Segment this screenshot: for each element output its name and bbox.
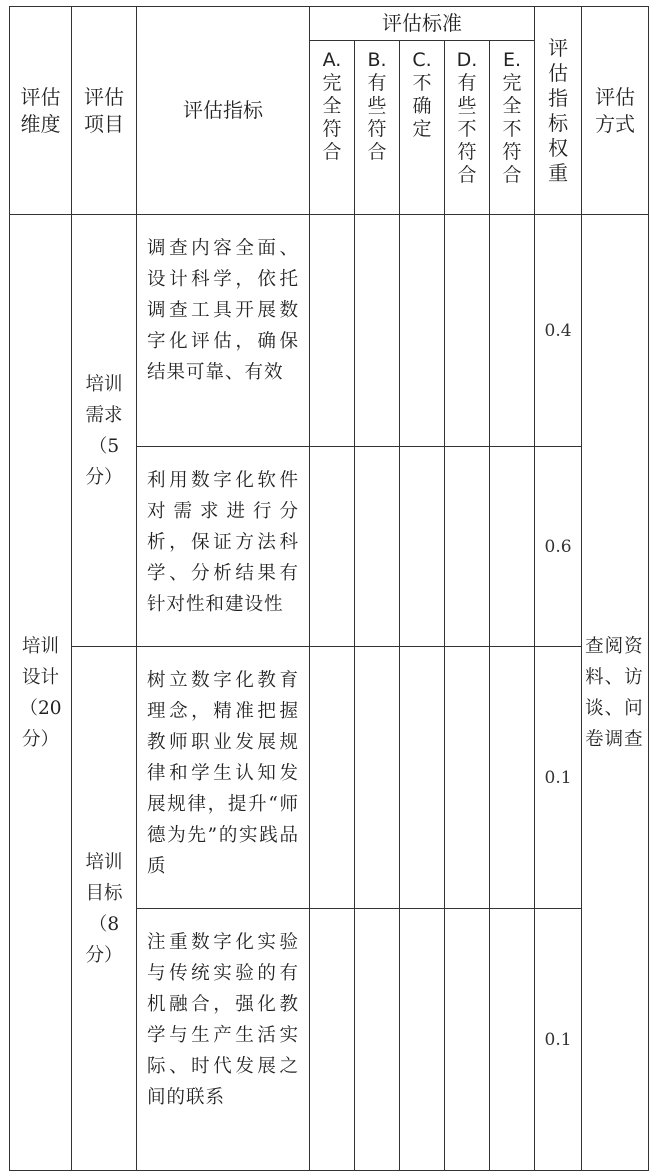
weight-cell: 0.4 [535, 215, 582, 447]
option-char: 符 [322, 118, 342, 140]
option-e [490, 41, 535, 215]
score-cell-c[interactable] [400, 647, 445, 909]
option-char: 确 [412, 95, 432, 117]
score-cell-c[interactable] [400, 909, 445, 1171]
method-cell: 查阅资料、访谈、问卷调查 [582, 215, 649, 1171]
option-char: 完 [502, 72, 522, 94]
score-cell-e[interactable] [490, 447, 535, 647]
evaluation-table [9, 6, 649, 1171]
option-d [445, 41, 490, 215]
score-cell-b[interactable] [355, 647, 400, 909]
indicator-cell: 利用数字化软件对需求进行分析，保证方法科学、分析结果有针对性和建设性 [137, 447, 310, 647]
option-char: 合 [457, 164, 477, 186]
weight-header-char: 标 [548, 110, 569, 135]
item-cell-training-goals: 培训目标（8分） [72, 647, 137, 1171]
weight-header-char: 评 [548, 35, 569, 60]
score-cell-d[interactable] [445, 447, 490, 647]
weight-cell: 0.6 [535, 447, 582, 647]
item-cell-training-needs: 培训需求（5分） [72, 215, 137, 647]
score-cell-a[interactable] [310, 215, 355, 447]
score-cell-c[interactable] [400, 447, 445, 647]
score-cell-b[interactable] [355, 909, 400, 1171]
header-method: 评估方式 [582, 7, 649, 215]
option-letter: C. [412, 49, 432, 71]
score-cell-d[interactable] [445, 909, 490, 1171]
option-char: 有 [457, 72, 477, 94]
option-char: 有 [367, 72, 387, 94]
option-char: 合 [322, 141, 342, 163]
option-char: 符 [502, 141, 522, 163]
table-row [10, 215, 649, 447]
weight-header-char: 指 [548, 85, 569, 110]
weight-header-char: 估 [548, 60, 569, 85]
table-row [10, 647, 649, 909]
option-char: 完 [322, 72, 342, 94]
option-char: 符 [457, 141, 477, 163]
option-char: 些 [457, 95, 477, 117]
option-a [310, 41, 355, 215]
dimension-cell: 培训设计（20分） [10, 215, 72, 1171]
weight-header-char: 权 [548, 135, 569, 160]
score-cell-d[interactable] [445, 215, 490, 447]
header-criteria: 评估标准 [310, 7, 535, 41]
option-char: 不 [502, 118, 522, 140]
weight-cell: 0.1 [535, 909, 582, 1171]
header-weight [535, 7, 582, 215]
score-cell-a[interactable] [310, 647, 355, 909]
indicator-cell: 调查内容全面、设计科学，依托调查工具开展数字化评估，确保结果可靠、有效 [137, 215, 310, 447]
score-cell-b[interactable] [355, 447, 400, 647]
option-letter: E. [503, 49, 522, 71]
score-cell-e[interactable] [490, 215, 535, 447]
score-cell-a[interactable] [310, 447, 355, 647]
score-cell-d[interactable] [445, 647, 490, 909]
indicator-cell: 树立数字化教育理念，精准把握教师职业发展规律和学生认知发展规律，提升“师德为先”的实践品质 [137, 647, 310, 909]
option-char: 不 [457, 118, 477, 140]
weight-header-char: 重 [548, 160, 569, 185]
option-char: 些 [367, 95, 387, 117]
score-cell-c[interactable] [400, 215, 445, 447]
option-char: 不 [412, 72, 432, 94]
option-char: 合 [502, 164, 522, 186]
score-cell-b[interactable] [355, 215, 400, 447]
score-cell-a[interactable] [310, 909, 355, 1171]
option-char: 合 [367, 141, 387, 163]
option-char: 全 [502, 95, 522, 117]
option-letter: B. [367, 49, 387, 71]
indicator-cell: 注重数字化实验与传统实验的有机融合，强化教学与生产生活实际、时代发展之间的联系 [137, 909, 310, 1171]
header-dimension: 评估维度 [10, 7, 72, 215]
option-char: 全 [322, 95, 342, 117]
weight-cell: 0.1 [535, 647, 582, 909]
score-cell-e[interactable] [490, 909, 535, 1171]
header-row-top [10, 7, 649, 41]
option-letter: A. [322, 49, 342, 71]
option-char: 定 [412, 118, 432, 140]
option-letter: D. [456, 49, 478, 71]
score-cell-e[interactable] [490, 647, 535, 909]
option-b [355, 41, 400, 215]
header-item: 评估项目 [72, 7, 137, 215]
option-c [400, 41, 445, 215]
header-indicator: 评估指标 [137, 7, 310, 215]
option-char: 符 [367, 118, 387, 140]
